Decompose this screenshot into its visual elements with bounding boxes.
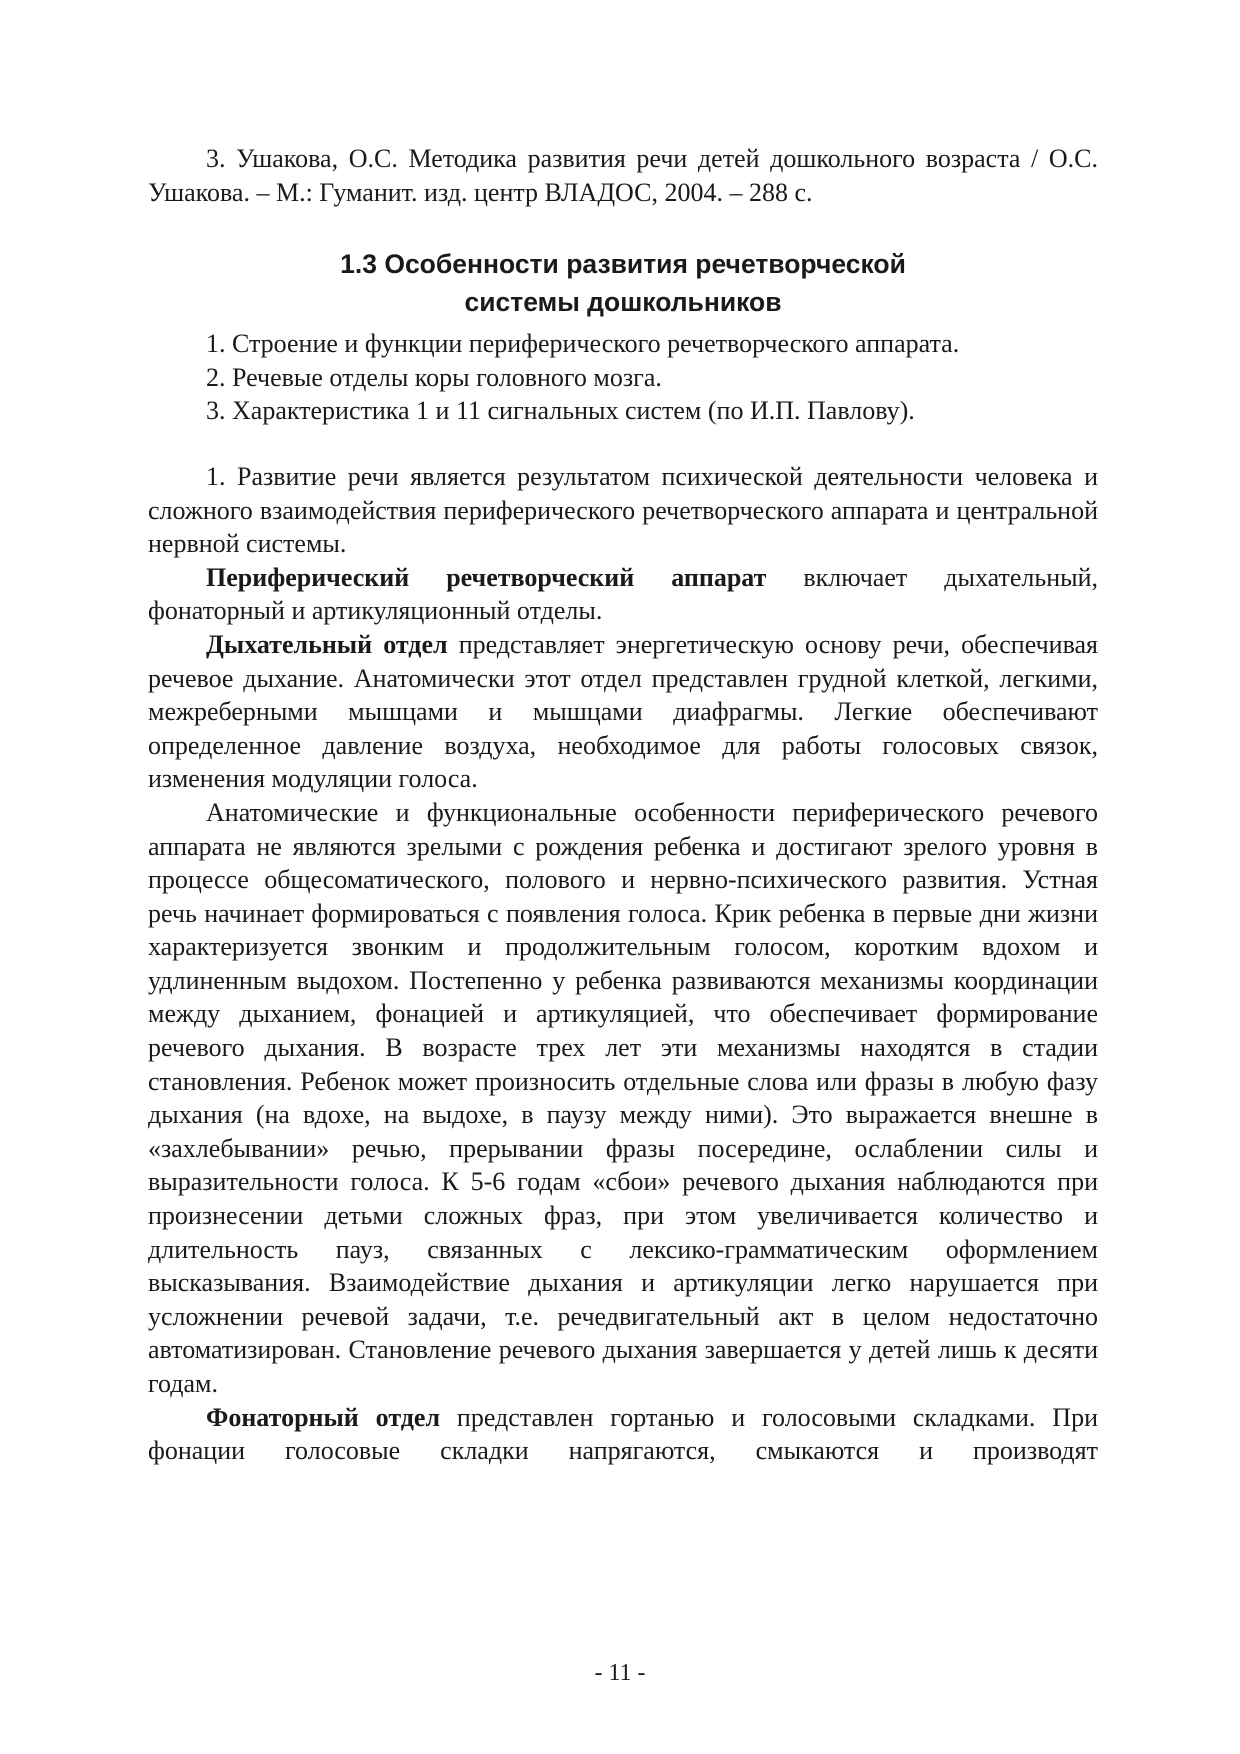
paragraph-intro: 1. Развитие речи является результатом психической деятельности человека и сложного взаимодействия периферического речетворческого аппарата и центральной нервной системы. — [148, 461, 1098, 559]
outline-item: 1. Строение и функции периферического речетворческого аппарата. — [206, 329, 960, 359]
outline-item: 2. Речевые отделы коры головного мозга. — [206, 362, 662, 392]
document-page — [148, 142, 1098, 1468]
outline-item: 3. Характеристика 1 и 11 сигнальных систем (по И.П. Павлову). — [206, 396, 915, 426]
section-outline — [148, 327, 1098, 428]
page-number: - 11 - — [594, 1660, 646, 1686]
paragraph-respiratory-section: Дыхательный отдел представляет энергетическую основу речи, обеспечивая речевое дыхание. Анатомически этот отдел представлен грудной клеткой, легкими, межреберными мышцами и мышцами диафрагмы. Легкие обеспечивают определенное давление воздуха, необходимое для работы голосовых связок, изменения модуляции голоса. — [148, 629, 1099, 794]
section-heading-line-1: 1.3 Особенности развития речетворческой — [340, 249, 906, 280]
term-peripheral-apparatus: Периферический речетворческий аппарат — [206, 562, 767, 592]
section-heading — [148, 245, 1098, 321]
paragraph-phonatory-section: Фонаторный отдел представлен гортанью и голосовыми складками. При фонации голосовые складки напрягаются, смыкаются и производят — [148, 1402, 1099, 1466]
term-phonatory-section: Фонаторный отдел — [206, 1402, 441, 1432]
paragraph-development: Анатомические и функциональные особенности периферического речевого аппарата не являются зрелыми с рождения ребенка и достигают зрелого уровня в процессе общесоматического, полового и нервно-психического развития. Устная речь начинает формироваться с появления голоса. Крик ребенка в первые дни жизни характеризуется звонким и продолжительным голосом, коротким вдохом и удлиненным выдохом. Постепенно у ребенка развиваются механизмы координации между дыханием, фонацией и артикуляцией, что обеспечивает формирование речевого дыхания. В возрасте трех лет эти механизмы находятся в стадии становления. Ребенок может произносить отдельные слова или фразы в любую фазу дыхания (на вдохе, на выдохе, в паузу между ними). Это выражается внешне в «захлебывании» речью, прерывании фразы посередине, ослаблении силы и выразительности голоса. К 5-6 годам «сбои» речевого дыхания наблюдаются при произнесении детьми сложных фраз, при этом увеличивается количество и длительность пауз, связанных с лексико-грамматическим оформлением высказывания. Взаимодействие дыхания и артикуляции легко нарушается при усложнении речевой задачи, т.е. речедвигательный акт в целом недостаточно автоматизирован. Становление речевого дыхания завершается у детей лишь к десяти годам. — [148, 797, 1098, 1398]
term-respiratory-section: Дыхательный отдел — [206, 629, 448, 659]
reference-entry: 3. Ушакова, О.С. Методика развития речи детей дошкольного возраста / О.С. Ушакова. – М.: Гуманит. изд. центр ВЛАДОС, 2004. – 288 с. — [148, 144, 1098, 207]
paragraph-peripheral-apparatus: Периферический речетворческий аппарат включает дыхательный, фонаторный и артикуляционный отделы. — [148, 562, 1099, 626]
section-heading-line-2: системы дошкольников — [464, 287, 782, 318]
